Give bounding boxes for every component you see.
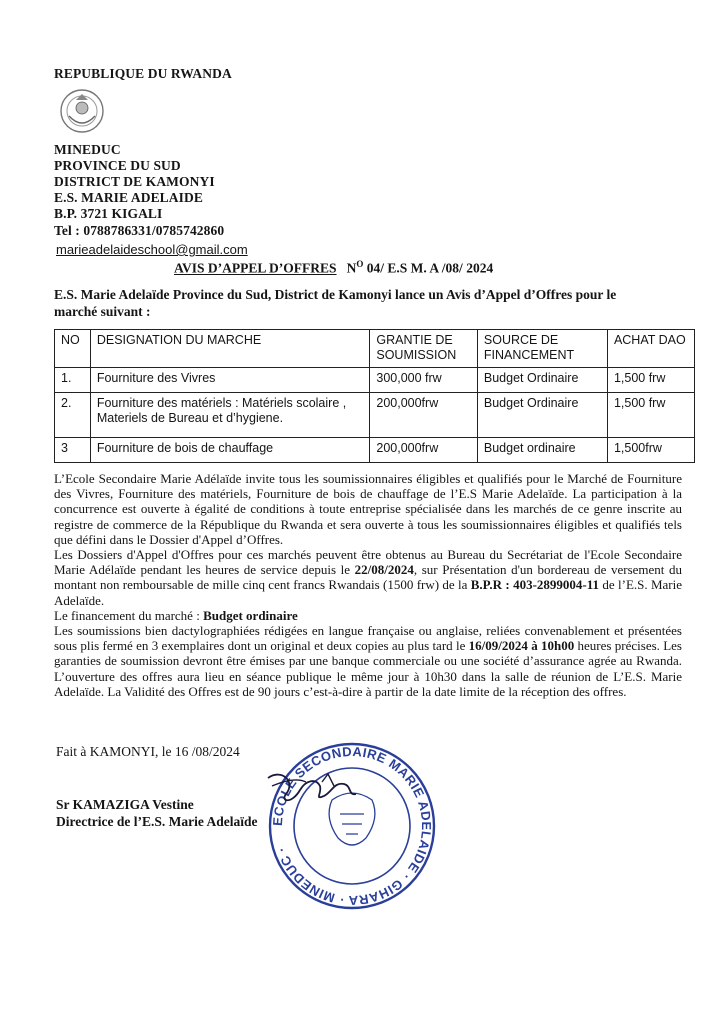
cell-source: Budget ordinaire (477, 438, 607, 463)
table-row (55, 438, 695, 463)
submission-text: Les soumissions bien dactylographiées rédigées en langue française ou anglaise, reliées convenablement et présentées sous plis fermé en 3 exemplaires dont un original et deux copies au plus tard le (54, 623, 682, 654)
financing-value: Budget ordinaire (203, 607, 298, 623)
cell-garantie: 200,000frw (370, 393, 478, 438)
header-designation: DESIGNATION DU MARCHE (90, 330, 370, 368)
district-heading: DISTRICT DE KAMONYI (54, 174, 215, 189)
ministry-heading: MINEDUC (54, 142, 121, 157)
submission-text-2: heures précises. Les garanties de soumission devront être émises par une banque commerciale ou une société d’assurance agrée au Rwanda. L’ouverture des offres aura lieu en séance publique le même jour à 10h30 dans la salle de réunion de L’E.S. Marie Adelaïde. La Validité des Offres est de 90 jours c’est-à-dire à partir de la date limite de la réception des offres. (54, 638, 682, 699)
school-heading: E.S. MARIE ADELAIDE (54, 190, 203, 205)
bpr-account: B.P.R : 403-2899004-11 (470, 577, 600, 593)
signer-role: Directrice de l’E.S. Marie Adelaïde (56, 814, 258, 829)
financing-label: Le financement du marché : (54, 607, 204, 623)
stamp-text: ECOLE SECONDAIRE MARIE ADELAIDE · GIHARA · MINEDUC · (269, 743, 435, 909)
notice-number: 04/ E.S M. A /08/ 2024 (363, 260, 494, 276)
cell-achat: 1,500 frw (607, 393, 694, 438)
cell-designation: Fourniture des Vivres (90, 368, 370, 393)
email-address: marieadelaideschool@gmail.com (56, 242, 248, 257)
cell-achat: 1,500 frw (607, 368, 694, 393)
paragraph-submission (54, 623, 682, 699)
cell-no: 2. (55, 393, 91, 438)
header-no: NO (55, 330, 91, 368)
notice-body (54, 471, 682, 699)
cell-garantie: 200,000frw (370, 438, 478, 463)
paragraph-financing (54, 608, 682, 623)
province-heading: PROVINCE DU SUD (54, 158, 181, 173)
cell-no: 3 (55, 438, 91, 463)
po-box: B.P. 3721 KIGALI (54, 206, 163, 221)
intro-paragraph: E.S. Marie Adelaïde Province du Sud, District de Kamonyi lance un Avis d’Appel d’Offres pour le marché suivant : (54, 287, 617, 319)
header-achat: ACHAT DAO (607, 330, 694, 368)
cell-garantie: 300,000 frw (370, 368, 478, 393)
table-header-row (55, 330, 695, 368)
table-row (55, 368, 695, 393)
cell-achat: 1,500frw (607, 438, 694, 463)
school-stamp-icon (262, 738, 442, 914)
cell-designation: Fourniture des matériels : Matériels scolaire , Materiels de Bureau et d’hygiene. (90, 393, 370, 438)
notice-title-main: AVIS D’APPEL D’OFFRES (174, 260, 337, 276)
country-heading: REPUBLIQUE DU RWANDA (54, 66, 232, 81)
header-garantie: GRANTIE DE SOUMISSION (370, 330, 478, 368)
notice-number-sup: O (356, 259, 364, 269)
header-source: SOURCE DE FINANCEMENT (477, 330, 607, 368)
notice-title (174, 259, 493, 277)
place-date: Fait à KAMONYI, le 16 /08/2024 (56, 744, 240, 759)
cell-designation: Fourniture de bois de chauffage (90, 438, 370, 463)
signer-name: Sr KAMAZIGA Vestine (56, 797, 194, 812)
cell-no: 1. (55, 368, 91, 393)
cell-source: Budget Ordinaire (477, 393, 607, 438)
table-row (55, 393, 695, 438)
paragraph-invitation: L’Ecole Secondaire Marie Adélaïde invite tous les soumissionnaires éligibles et qualifiés pour le Marché de Fourniture des Vivres, Fourniture des matériels, Fourniture de bois de chauffage de l’E.S Marie Adelaïde. La participation à la concurrence est ouverte à égalité de conditions à toute entreprise spécialisée dans les marchés de ce genre inscrite au registre de commerce de la République du Rwanda et sera ouverte à tous les soumissionnaires éligibles et qualifiés tels que défini dans le Dossier d'Appel d’Offres. (54, 471, 682, 547)
dossiers-text-3: de l’E.S. Marie Adelaïde. (54, 577, 683, 608)
dossiers-date: 22/08/2024 (354, 562, 414, 578)
telephone: Tel : 0788786331/0785742860 (54, 223, 225, 238)
paragraph-dossiers (54, 547, 682, 608)
submission-deadline: 16/09/2024 à 10h00 (468, 638, 575, 654)
dossiers-text: Les Dossiers d'Appel d'Offres pour ces marchés peuvent être obtenus au Bureau du Secrétariat de l'Ecole Secondaire Marie Adélaïde pendant les heures de service depuis le (54, 547, 682, 578)
cell-source: Budget Ordinaire (477, 368, 607, 393)
rwanda-emblem-icon (59, 86, 105, 136)
dossiers-text-2: , sur Présentation d'un bordereau de versement du montant non remboursable de mille cinq cent francs Rwandais (1500 frw) de la (54, 562, 683, 593)
market-table (54, 329, 695, 463)
notice-number-prefix: N (346, 260, 357, 276)
